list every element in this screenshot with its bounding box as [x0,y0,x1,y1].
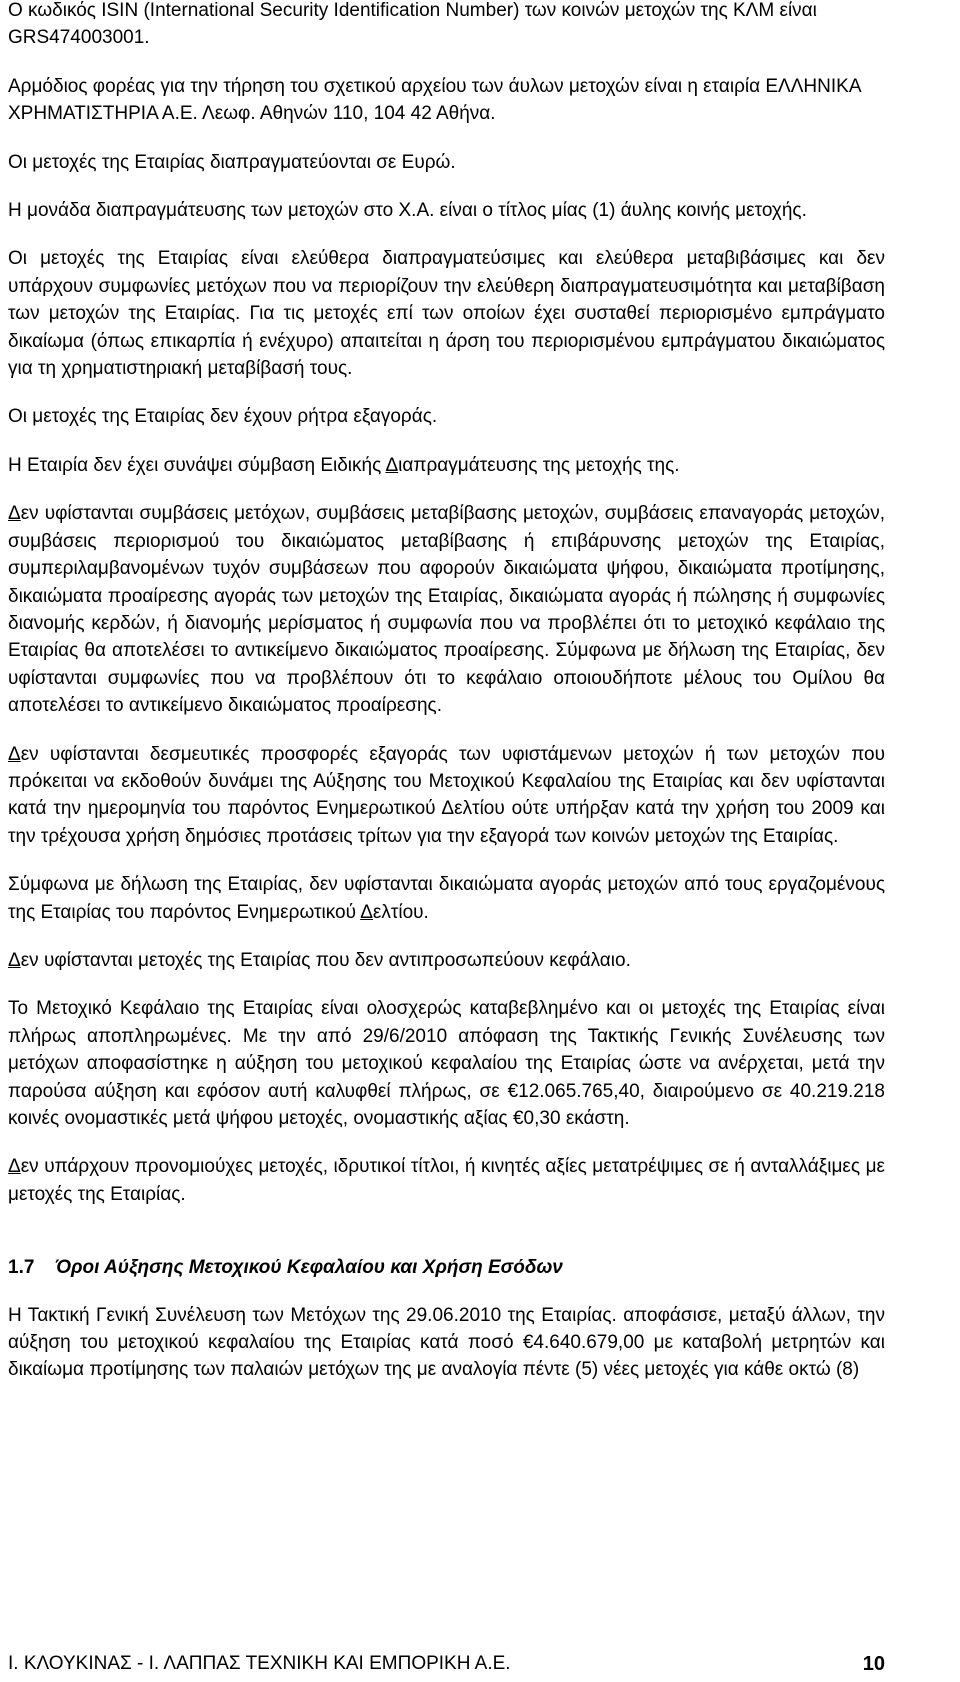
paragraph-text: Ο κωδικός ISIN (International Security Identification Number) των κοινών μετοχών της ΚΛΜ είναι GRS474003001. [8,0,817,49]
document-body [8,0,885,1405]
paragraph-text: Οι μετοχές της Εταιρίας διαπραγματεύονται σε Ευρώ. [8,151,456,173]
section-title: Όροι Αύξησης Μετοχικού Κεφαλαίου και Χρήση Εσόδων [55,1257,563,1279]
underlined-letter: Δ [8,503,21,525]
paragraph-text: ελτίου. [372,901,429,923]
paragraph-employee-options [8,871,885,926]
paragraph-text: Η Τακτική Γενική Συνέλευση των Μετόχων της 29.06.2010 της Εταιρίας. αποφάσισε, μεταξύ άλλων, την αύξηση του μετοχικού κεφαλαίου της Εταιρίας κατά ποσό €4.640.679,00 με καταβολή μετρητών και δικαίωμα προτίμησης των παλαιών μετόχων της με αναλογία πέντε (5) νέες μετοχές για κάθε οκτώ (8) [8,1304,885,1381]
paragraph-redemption [8,403,885,430]
paragraph-text-lead: Η Εταιρία δεν έχει συνάψει σύμβαση Ειδικής [8,454,386,476]
paragraph-text: εν υφίστανται δεσμευτικές προσφορές εξαγοράς των υφιστάμενων μετοχών ή των μετοχών που πρόκειται να εκδοθούν δυνάμει της Αύξησης του Μετοχικού Κεφαλαίου της Εταιρίας και δεν υφίστανται κατά την ημερομηνία του παρόντος Ενημερωτικού Δελτίου ούτε υπήρξαν κατά την χρήση του 2009 και την τρέχουσα χρήση δημόσιες προτάσεις τρίτων για την εξαγορά των κοινών μετοχών της Εταιρίας. [8,743,885,847]
underlined-letter: Δ [8,1156,21,1178]
page-footer [8,1652,885,1676]
paragraph-market-maker [8,452,885,479]
paragraph-text: Οι μετοχές της Εταιρίας είναι ελεύθερα διαπραγματεύσιμες και ελεύθερα μεταβιβάσιμες και δεν υπάρχουν συμφωνίες μετόχων που να περιορίζουν την ελεύθερη διαπραγματευσιμότητα και μεταβίβαση των μετοχών της Εταιρίας. Για τις μετοχές επί των οποίων έχει συσταθεί περιορισμένο εμπράγματο δικαίωμα (όπως επικαρπία ή ενέχυρο) απαιτείται η άρση του περιορισμένου εμπράγματου δικαιώματος για τη χρηματιστηριακή μεταβίβασή τους. [8,248,885,380]
paragraph-general-meeting [8,1302,885,1384]
paragraph-shareholder-agreements [8,500,885,719]
page-number: 10 [862,1653,885,1675]
paragraph-text: εν υφίστανται μετοχές της Εταιρίας που δεν αντιπροσωπεύουν κεφάλαιο. [20,949,631,971]
underlined-letter: Δ [385,454,399,476]
paragraph-text: Η μονάδα διαπραγμάτευσης των μετοχών στο Χ.Α. είναι ο τίτλος μίας (1) άυλης κοινής μετοχής. [8,200,807,222]
section-heading [8,1254,885,1281]
paragraph-takeover-offers [8,741,885,851]
paragraph-isin [8,0,885,52]
paragraph-preferred-shares [8,1153,885,1208]
paragraph-trading-unit [8,197,885,224]
section-number: 1.7 [8,1257,35,1279]
footer-company-name: Ι. ΚΛΟΥΚΙΝΑΣ - Ι. ΛΑΠΠΑΣ ΤΕΧΝΙΚΗ ΚΑΙ ΕΜΠΟΡΙΚΗ Α.Ε. [8,1653,511,1674]
paragraph-text: Το Μετοχικό Κεφάλαιο της Εταιρίας είναι ολοσχερώς καταβεβλημένο και οι μετοχές της Εταιρίας είναι πλήρως αποπληρωμένες. Με την από 29/6/2010 απόφαση της Τακτικής Γενικής Συνέλευσης των μετόχων αποφασίστηκε η αύξηση του μετοχικού κεφαλαίου της Εταιρίας ώστε να ανέρχεται, μετά την παρούσα αύξηση και εφόσον αυτή καλυφθεί πλήρως, σε €12.065.765,40, διαιρούμενο σε 40.219.218 κοινές ονομαστικές μετά ψήφου μετοχές, ονομαστικής αξίας €0,30 εκάστη. [8,998,885,1129]
paragraph-text-lead: Σύμφωνα με δήλωση της Εταιρίας, δεν υφίστανται δικαιώματα αγοράς μετοχών από τους εργαζομένους της Εταιρίας του παρόντος Ενημερωτικού [8,874,885,923]
underlined-letter: Δ [360,901,373,923]
underlined-letter: Δ [8,743,21,765]
paragraph-currency [8,149,885,176]
paragraph-non-capital-shares [8,947,885,974]
underlined-letter: Δ [8,949,21,971]
paragraph-text: εν υφίστανται συμβάσεις μετόχων, συμβάσεις μεταβίβασης μετοχών, συμβάσεις επαναγοράς μετοχών, συμβάσεις περιορισμού του δικαιώματος μεταβίβασης ή επιβάρυνσης μετοχών της Εταιρίας, συμπεριλαμβανομένων τυχόν συμβάσεων που αφορούν δικαιώματα ψήφου, δικαιώματα προτίμησης, δικαιώματα προαίρεσης αγοράς των μετοχών της Εταιρίας, δικαιώματα αγοράς ή πώλησης ή συμφωνίες διανομής κερδών, ή διανομής μερίσματος ή συμφωνία που να προβλέπει ότι το μετοχικό κεφάλαιο της Εταιρίας θα αποτελέσει το αντικείμενο δικαιώματος προαίρεσης. Σύμφωνα με δήλωση της Εταιρίας, δεν υφίστανται συμφωνίες που να προβλέπουν ότι το κεφάλαιο οποιουδήποτε μέλους του Ομίλου θα αποτελέσει το αντικείμενο δικαιώματος προαίρεσης. [8,503,885,717]
paragraph-text: Οι μετοχές της Εταιρίας δεν έχουν ρήτρα εξαγοράς. [8,406,438,428]
paragraph-text: εν υπάρχουν προνομιούχες μετοχές, ιδρυτικοί τίτλοι, ή κινητές αξίες μετατρέψιμες σε ή ανταλλάξιμες με μετοχές της Εταιρίας. [8,1156,885,1205]
paragraph-registry [8,73,885,128]
paragraph-text: Αρμόδιος φορέας για την τήρηση του σχετικού αρχείου των άυλων μετοχών είναι η εταιρία ΕΛΛΗΝΙΚΑ ΧΡΗΜΑΤΙΣΤΗΡΙΑ Α.Ε. Λεωφ. Αθηνών 110, 104 42 Αθήνα. [8,75,861,125]
paragraph-text: ιαπραγμάτευσης της μετοχής της. [398,454,680,476]
paragraph-share-capital [8,995,885,1132]
paragraph-transferability [8,245,885,382]
